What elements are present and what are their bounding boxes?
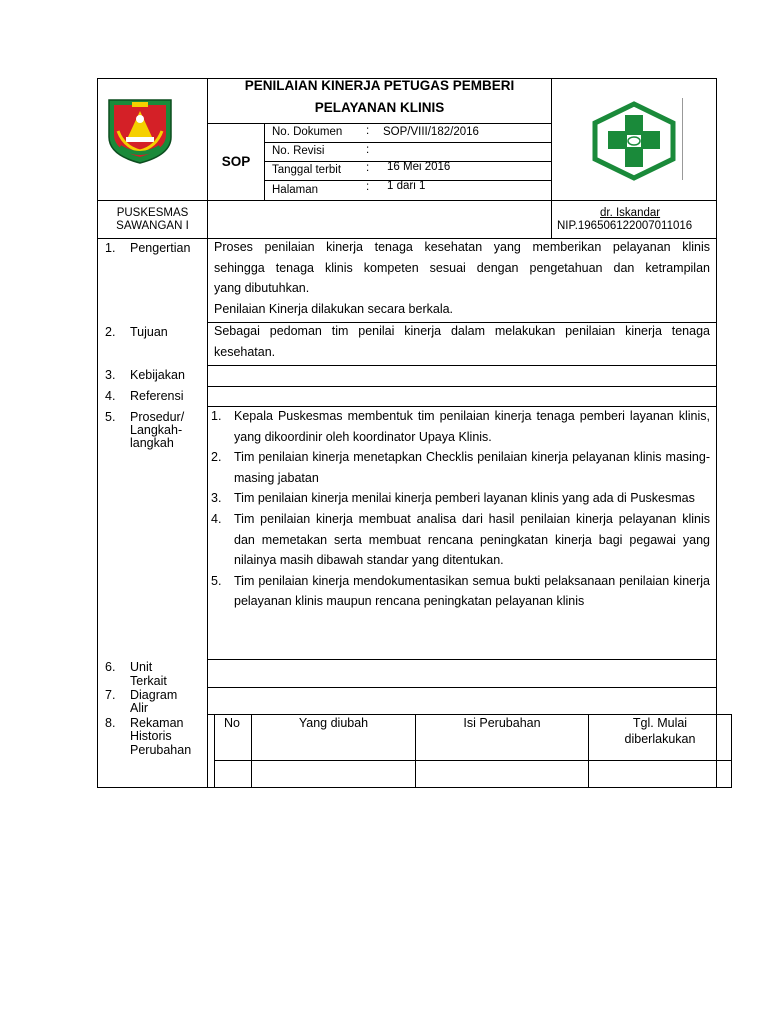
revision-separator: :: [366, 144, 370, 156]
procedure-step: [211, 406, 710, 447]
procedure-steps: [211, 406, 710, 612]
section-number: 7.: [105, 688, 116, 702]
page-label: Halaman: [272, 184, 319, 196]
procedure-step: [211, 571, 710, 612]
section-label-diagram-line2: Alir: [130, 701, 149, 715]
document-title-line1: PENILAIAN KINERJA PETUGAS PEMBERI: [244, 78, 515, 93]
section-label-prosedur-line2: Langkah-: [130, 423, 183, 437]
sop-label: SOP: [221, 154, 251, 169]
page-value: 1 dari 1: [387, 180, 426, 192]
section-number: 8.: [105, 716, 116, 730]
step-number: 5.: [211, 573, 222, 588]
page-separator: :: [366, 181, 370, 193]
pengertian-line1: Proses penilaian kinerja tenaga kesehatan yang memberikan pelayanan klinis: [214, 240, 710, 254]
step-text: Tim penilaian kinerja membuat analisa dari hasil penilaian kinerja pelayanan klinis dan memetakan serta membuat rencana peningkatan kinerja bagi pegawai yang nilainya masih dibawah standar yang ditentukan.: [234, 511, 710, 568]
tujuan-line1: Sebagai pedoman tim penilai kinerja dalam melakukan penilaian kinerja tenaga: [214, 324, 710, 338]
step-number: 4.: [211, 511, 222, 526]
pengertian-line2: sehingga tenaga klinis kompeten sesuai dengan pengetahuan dan ketrampilan: [214, 261, 710, 275]
pengertian-line4: Penilaian Kinerja dilakukan secara berkala.: [214, 302, 454, 316]
step-text: Tim penilaian kinerja mendokumentasikan semua bukti pelaksanaan penilaian kinerja pelayanan klinis maupun rencana peningkatan pelayanan klinis: [234, 573, 710, 609]
doc-number-label: No. Dokumen: [272, 126, 343, 138]
regional-emblem-logo: [106, 97, 174, 165]
puskesmas-logo: [591, 101, 677, 181]
step-text: Tim penilaian kinerja menilai kinerja pemberi layanan klinis yang ada di Puskesmas: [234, 491, 695, 506]
tujuan-line2: kesehatan.: [214, 345, 276, 359]
column-header-change-content: Isi Perubahan: [463, 716, 541, 730]
procedure-step: [211, 488, 710, 509]
step-text: Tim penilaian kinerja menetapkan Checklis penilaian kinerja pelayanan klinis masing-masing jabatan: [234, 450, 710, 485]
step-number: 2.: [211, 450, 222, 465]
procedure-step: [211, 509, 710, 571]
section-label-tujuan: Tujuan: [130, 325, 168, 339]
section-label-rekaman-line2: Historis: [130, 729, 172, 743]
signer-nip: NIP.196506122007011016: [557, 220, 693, 232]
column-header-effective-date-line2: diberlakukan: [624, 732, 696, 746]
signer-name: dr. Iskandar: [600, 207, 661, 219]
section-number: 1.: [105, 241, 116, 255]
section-label-unit-line2: Terkait: [130, 674, 167, 688]
section-label-unit-line1: Unit: [130, 660, 153, 674]
column-header-no: No: [224, 716, 240, 730]
section-label-pengertian: Pengertian: [130, 241, 191, 255]
section-label-diagram-line1: Diagram: [130, 688, 178, 702]
org-name-line2: SAWANGAN I: [116, 220, 189, 232]
revision-label: No. Revisi: [272, 145, 325, 157]
document-title-line2: PELAYANAN KLINIS: [314, 100, 445, 115]
procedure-step: [211, 447, 710, 488]
section-label-prosedur-line3: langkah: [130, 436, 174, 450]
issue-date-separator: :: [366, 162, 370, 174]
doc-number-separator: :: [366, 125, 370, 137]
section-number: 2.: [105, 325, 116, 339]
doc-number-value: SOP/VIII/182/2016: [383, 126, 479, 138]
section-label-kebijakan: Kebijakan: [130, 368, 185, 382]
section-label-referensi: Referensi: [130, 389, 184, 403]
column-header-changed: Yang diubah: [298, 716, 369, 730]
section-number: 6.: [105, 660, 116, 674]
section-label-rekaman-line1: Rekaman: [130, 716, 184, 730]
issue-date-value: 16 Mei 2016: [387, 161, 451, 173]
pengertian-line3: yang dibutuhkan.: [214, 281, 310, 295]
step-number: 3.: [211, 491, 222, 506]
section-number: 4.: [105, 389, 116, 403]
section-label-prosedur-line1: Prosedur/: [130, 410, 185, 424]
step-text: Kepala Puskesmas membentuk tim penilaian kinerja tenaga pemberi layanan klinis, yang dikoordinir oleh koordinator Upaya Klinis.: [234, 409, 710, 444]
step-number: 1.: [211, 409, 222, 423]
column-header-effective-date-line1: Tgl. Mulai: [632, 716, 688, 730]
issue-date-label: Tanggal terbit: [272, 164, 342, 176]
section-number: 3.: [105, 368, 116, 382]
section-number: 5.: [105, 410, 116, 424]
section-label-rekaman-line3: Perubahan: [130, 743, 192, 757]
org-name-line1: PUSKESMAS: [116, 207, 189, 219]
